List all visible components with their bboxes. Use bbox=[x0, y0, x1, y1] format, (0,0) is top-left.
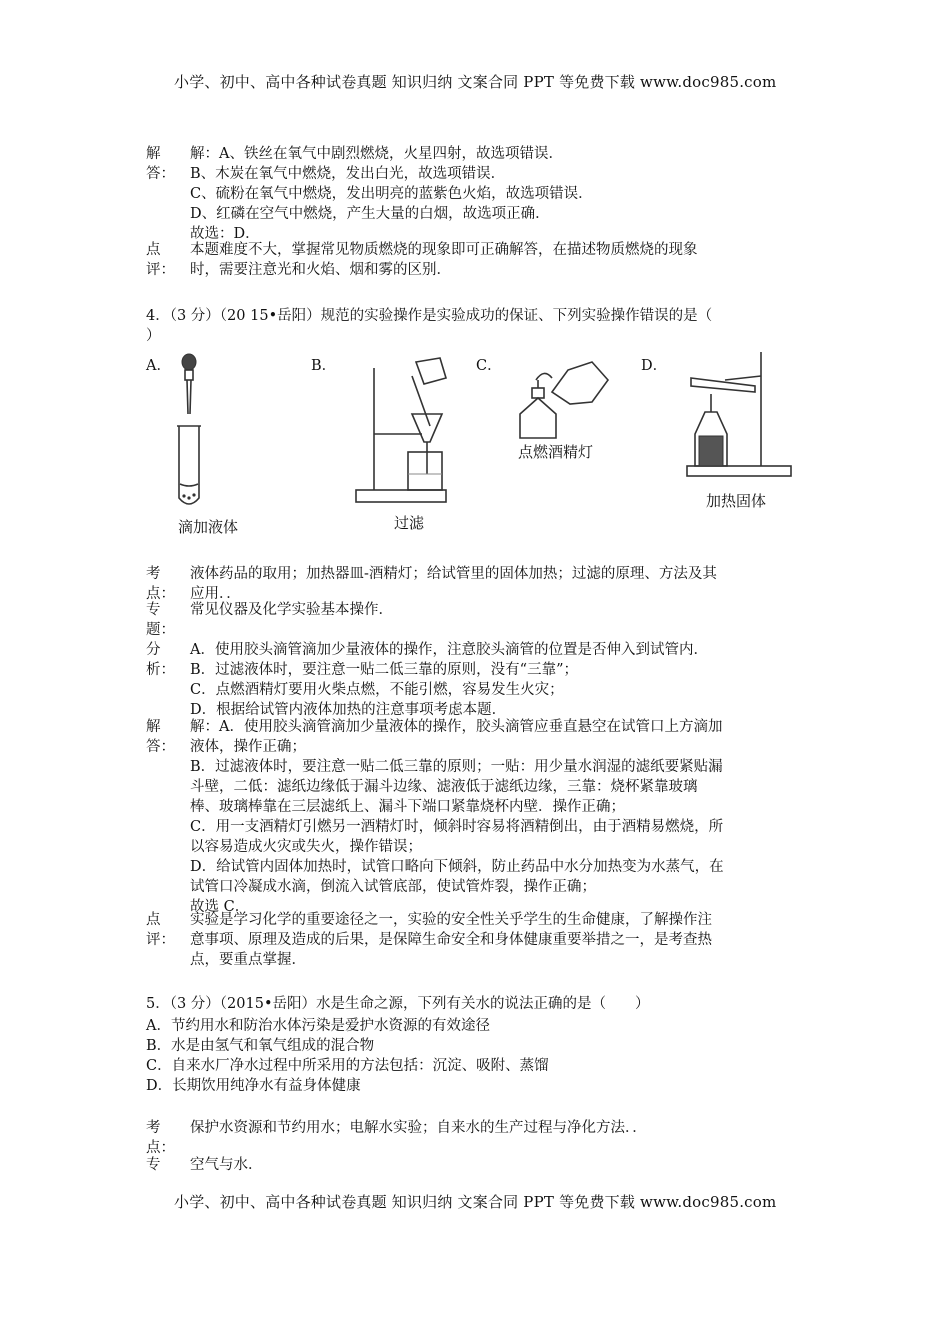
q4-fenxi-label: 分 析： bbox=[146, 642, 175, 678]
q4-option-a-letter: A． bbox=[146, 358, 171, 374]
q4-dianping-body: 实验是学习化学的重要途径之一，实验的安全性关乎学生的生命健康，了解操作注 意事项、原理及造成的后果，是保障生命安全和身体健康重要举措之一，是考查热 点，要重点掌握． bbox=[190, 912, 712, 968]
q4-fenxi-body: A．使用胶头滴管滴加少量液体的操作，注意胶头滴管的位置是否伸入到试管内． B．过滤液体时，要注意一贴二低三靠的原则，没有“三靠”； C．点燃酒精灯要用火柴点燃，不能引燃，容易发生火灾； D．根据给试管内液体加热的注意事项考虑本题． bbox=[190, 642, 708, 718]
q4-caption-b: 过滤 bbox=[394, 514, 425, 532]
q4-caption-d: 加热固体 bbox=[706, 492, 767, 510]
page-footer: 小学、初中、高中各种试卷真题 知识归纳 文案合同 PPT 等免费下载 www.doc985.com bbox=[174, 1193, 777, 1211]
heating-solid-figure bbox=[683, 348, 793, 480]
q4-stem: 4．（3 分）（20 15•岳阳）规范的实验操作是实验成功的保证、下列实验操作错误的是（ ） bbox=[146, 308, 713, 344]
q4-option-b-letter: B． bbox=[311, 358, 337, 374]
q5-option-b: B．水是由氢气和氧气组成的混合物 bbox=[146, 1038, 375, 1054]
q4-caption-c: 点燃酒精灯 bbox=[518, 443, 594, 461]
q4-zhuanti-label: 专 题： bbox=[146, 602, 175, 638]
q4-option-d-letter: D． bbox=[641, 358, 668, 374]
q5-option-c: C．自来水厂净水过程中所采用的方法包括：沉淀、吸附、蒸馏 bbox=[146, 1058, 549, 1074]
q4-kaodian-body: 液体药品的取用；加热器皿-酒精灯；给试管里的固体加热；过滤的原理、方法及其 应用．． bbox=[190, 566, 717, 602]
filtration-figure bbox=[350, 356, 450, 506]
q4-zhuanti-body: 常见仪器及化学实验基本操作． bbox=[190, 602, 393, 618]
q4-option-c-letter: C． bbox=[476, 358, 502, 374]
page-header: 小学、初中、高中各种试卷真题 知识归纳 文案合同 PPT 等免费下载 www.doc985.com bbox=[174, 73, 777, 91]
dropper-testtube-figure bbox=[160, 348, 220, 518]
q5-stem: 5．（3 分）（2015•岳阳）水是生命之源，下列有关水的说法正确的是（ ） bbox=[146, 996, 650, 1012]
q4-jieda-label: 解 答： bbox=[146, 719, 175, 755]
q5-option-a: A．节约用水和防治水体污染是爱护水资源的有效途径 bbox=[146, 1018, 490, 1034]
q3-dianping-body: 本题难度不大，掌握常见物质燃烧的现象即可正确解答，在描述物质燃烧的现象 时，需要注意光和火焰、烟和雾的区别． bbox=[190, 242, 698, 278]
q3-jieda-body: 解：A、铁丝在氧气中剧烈燃烧，火星四射，故选项错误． B、木炭在氧气中燃烧，发出白光，故选项错误． C、硫粉在氧气中燃烧，发出明亮的蓝紫色火焰，故选项错误． D、红磷在空气中燃烧，产生大量的白烟，故选项正确． 故选：D． bbox=[190, 146, 593, 242]
q5-options bbox=[146, 1016, 549, 1096]
q4-kaodian-label: 考 点： bbox=[146, 566, 175, 602]
q5-kaodian-body: 保护水资源和节约用水；电解水实验；自来水的生产过程与净化方法．． bbox=[190, 1120, 647, 1136]
q5-zhuanti-body: 空气与水． bbox=[190, 1157, 263, 1173]
q5-kaodian-label: 考 点： bbox=[146, 1120, 175, 1156]
q5-zhuanti-label: 专 bbox=[146, 1157, 161, 1173]
q5-option-d: D．长期饮用纯净水有益身体健康 bbox=[146, 1078, 361, 1094]
q3-dianping-label: 点 评： bbox=[146, 242, 175, 278]
q4-dianping-label: 点 评： bbox=[146, 912, 175, 948]
alcohol-lamp-lighting-figure bbox=[508, 352, 618, 442]
q3-jieda-label: 解 答： bbox=[146, 146, 175, 182]
q4-jieda-body: 解：A．使用胶头滴管滴加少量液体的操作，胶头滴管应垂直悬空在试管口上方滴加 液体，操作正确； B．过滤液体时，要注意一贴二低三靠的原则；一贴：用少量水润湿的滤纸要紧贴漏 斗壁，二低：滤纸边缘低于漏斗边缘、滤液低于滤纸边缘，三靠：烧杯紧靠玻璃 棒、玻璃棒靠在三层滤纸上、漏斗下端口紧靠烧杯内壁．操作正确； C．用一支酒精灯引燃另一酒精灯时，倾斜时容易将酒精倒出，由于酒精易燃烧，所 以容易造成火灾或失火，操作错误； D．给试管内固体加热时，试管口略向下倾斜，防止药品中水分加热变为水蒸气，在 试管口冷凝成水滴，倒流入试管底部，使试管炸裂，操作正确； 故选 C． bbox=[190, 719, 724, 915]
q4-caption-a: 滴加液体 bbox=[178, 518, 239, 536]
